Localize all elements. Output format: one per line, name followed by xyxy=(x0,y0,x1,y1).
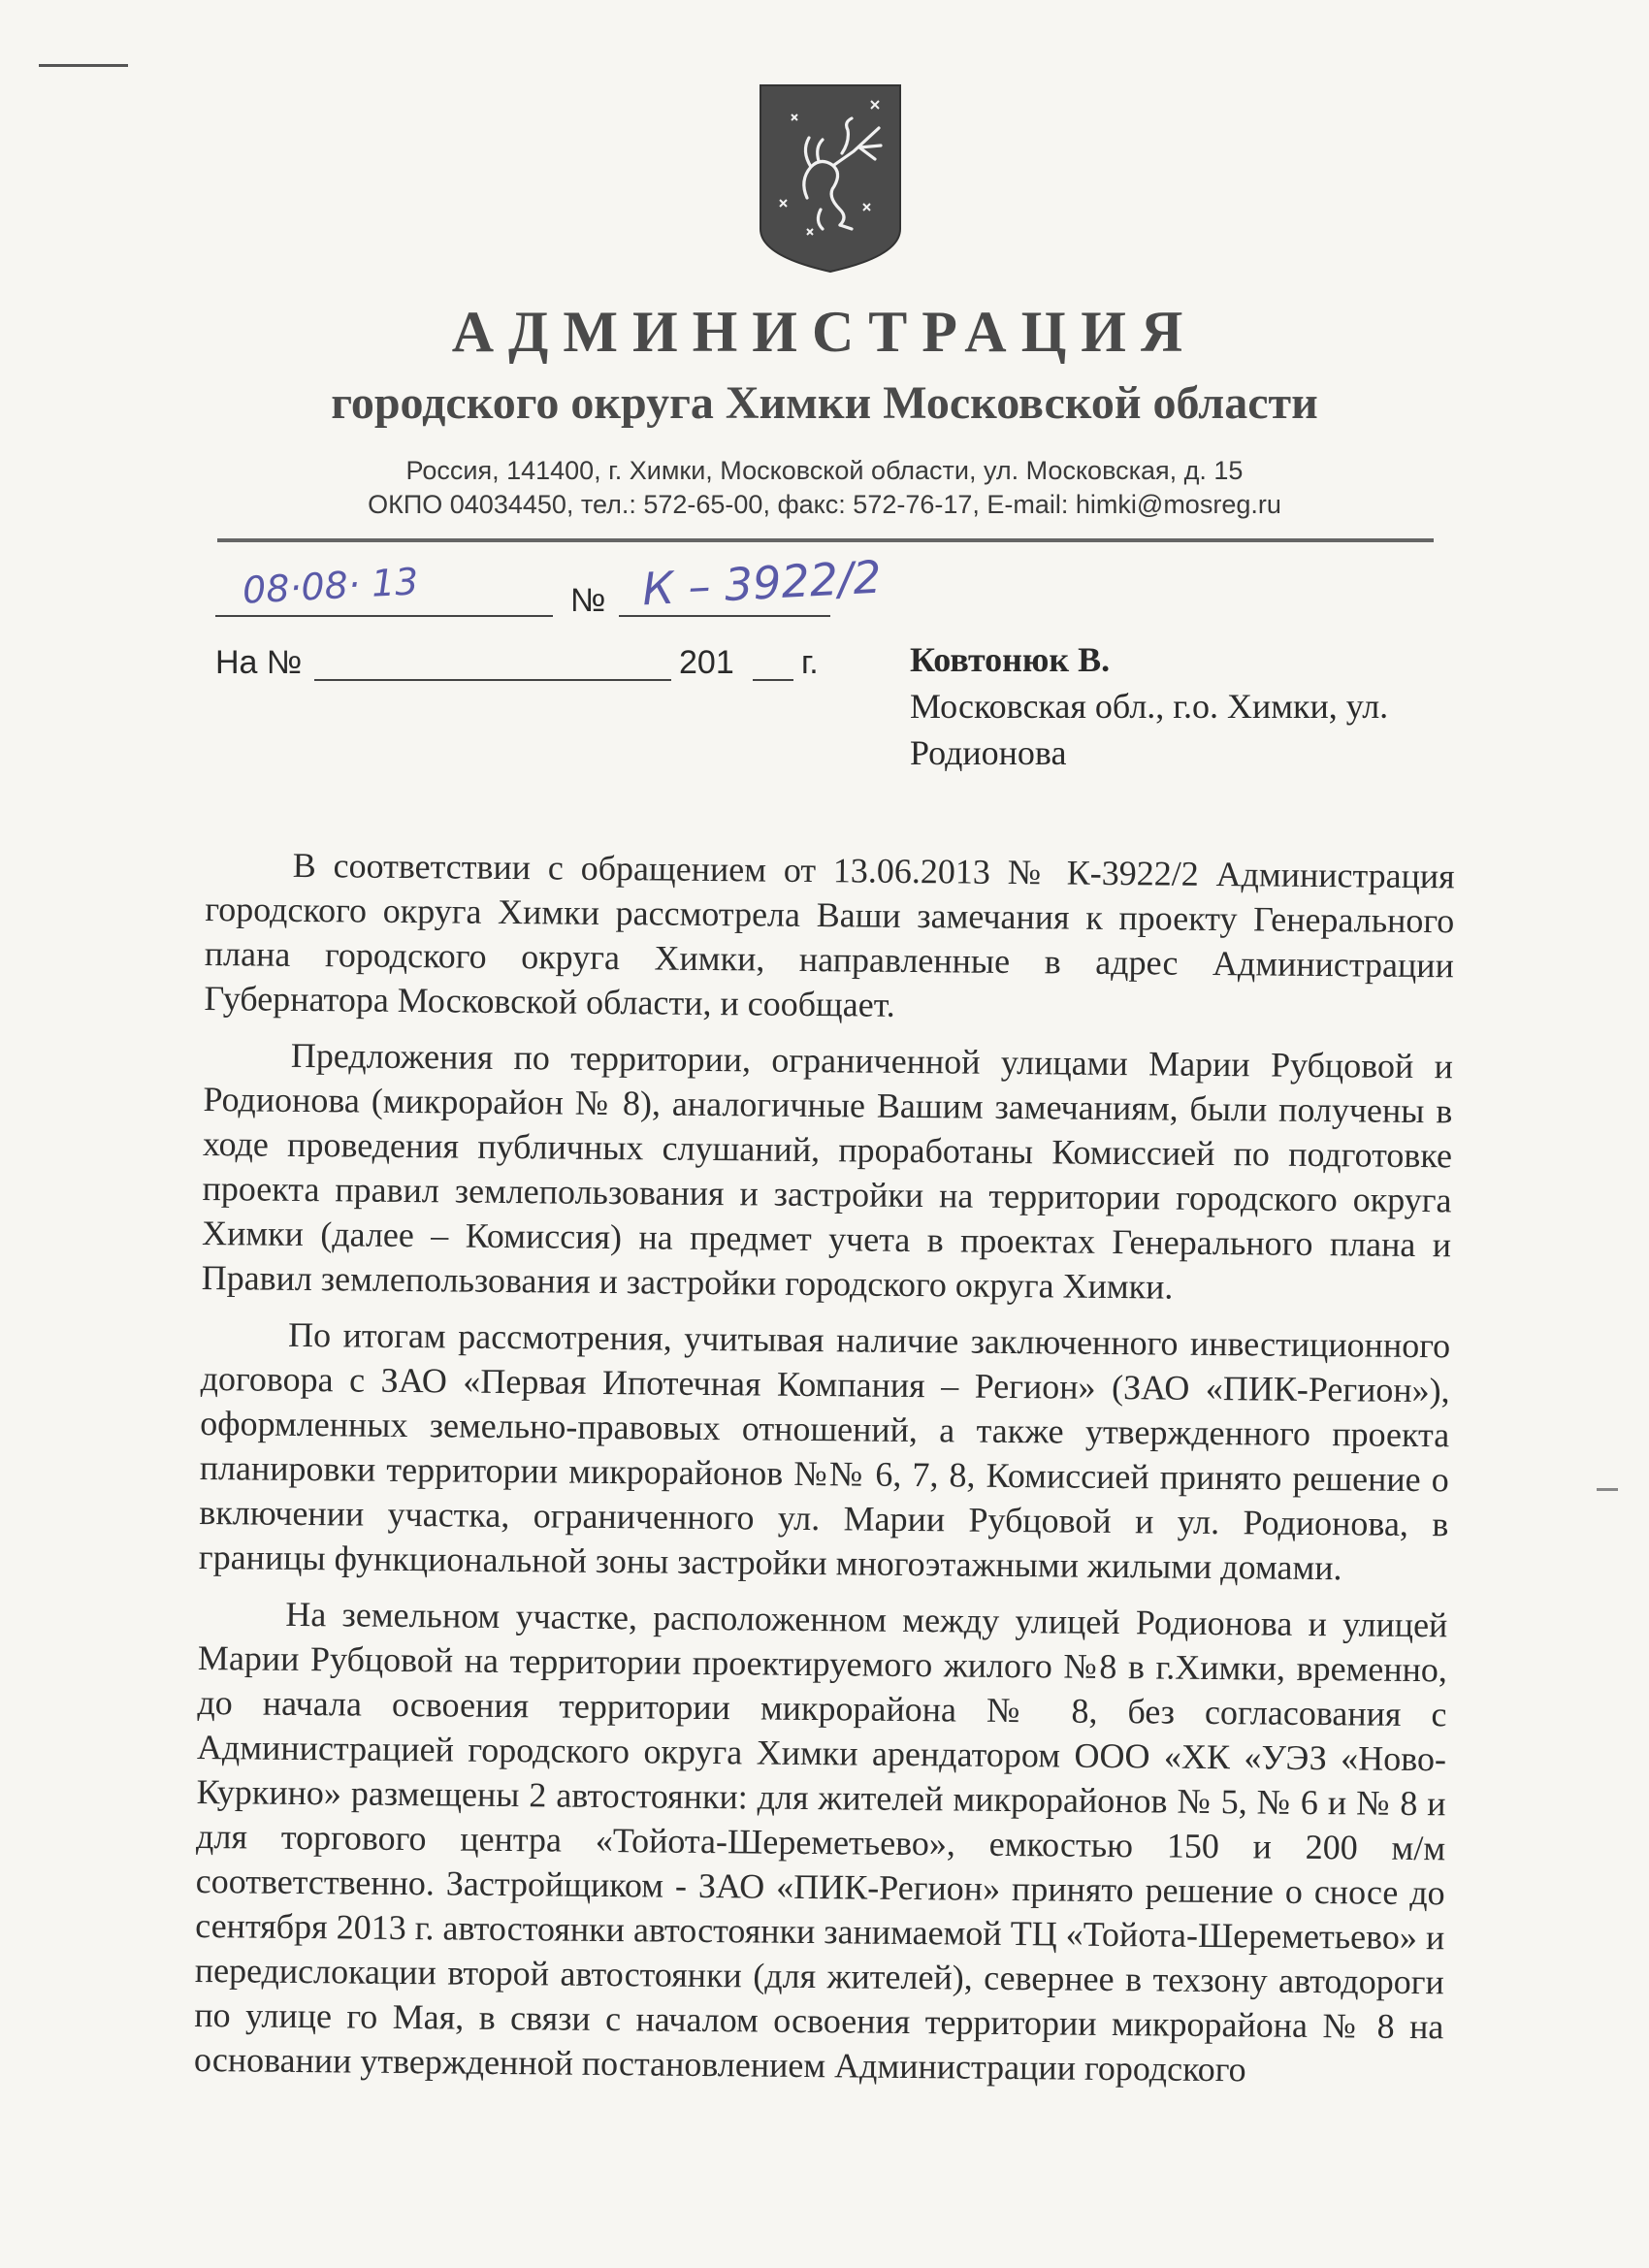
letter-body xyxy=(194,842,1455,2105)
handwritten-number: К – 3922/2 xyxy=(640,550,883,616)
year-label: 201 xyxy=(679,644,734,681)
reply-number-underline xyxy=(314,679,671,681)
addressee-name: Ковтонюк В. xyxy=(910,640,1111,679)
organization-address: Россия, 141400, г. Химки, Московской области, ул. Московская, д. 15 xyxy=(405,456,1244,485)
paragraph: По итогам рассмотрения, учитывая наличие заключенного инвестиционного договора с ЗАО «Первая Ипотечная Компания – Регион» (ЗАО «ПИК-Регион»), оформленных земельно-правовых отношений, а также утвержденного проекта планировки территории микрорайонов №№ 6, 7, 8, Комиссией принято решение о включении участка, ограниченного ул. Марии Рубцовой и ул. Родионова, в границы функциональной зоны застройки многоэтажными жилыми домами. xyxy=(198,1314,1451,1588)
year-suffix: г. xyxy=(801,644,819,681)
organization-subtitle: городского округа Химки Московской области xyxy=(331,377,1318,429)
year-underline xyxy=(753,679,793,681)
header-divider xyxy=(217,538,1434,542)
number-underline xyxy=(619,615,830,617)
addressee-address-line1: Московская обл., г.о. Химки, ул. xyxy=(910,687,1389,726)
organization-contacts: ОКПО 04034450, тел.: 572-65-00, факс: 572-76-17, E-mail: himki@mosreg.ru xyxy=(368,490,1281,519)
corner-mark xyxy=(39,64,128,67)
paragraph: На земельном участке, расположенном между улицей Родионова и улицей Марии Рубцовой на территории проектируемого жилого №8 в г.Химки, временно, до начала освоения территории микрорайона № 8, без согласования с Администрацией городского округа Химки арендатором ООО «ХК «УЭЗ «Ново-Куркино» размещены 2 автостоянки: для жителей микрорайонов № 5, № 6 и № 8 и для торгового центра «Тойота-Шереметьево», емкостью 150 и 200 м/м соответственно. Застройщиком - ЗАО «ПИК-Регион» принято решение о сносе до сентября 2013 г. автостоянки автостоянки занимаемой ТЦ «Тойота-Шереметьево» и передислокации второй автостоянки (для жителей), севернее в техзону автодороги по улице го Мая, в связи с началом освоения территории микрорайона № 8 на основании утвержденной постановлением Администрации городского xyxy=(193,1594,1448,2090)
margin-dash xyxy=(1597,1488,1618,1491)
date-underline xyxy=(215,615,553,617)
organization-title: АДМИНИСТРАЦИЯ xyxy=(451,300,1198,364)
number-label: № xyxy=(570,582,606,619)
addressee-block xyxy=(910,636,1511,776)
reply-number-label: На № xyxy=(215,644,303,681)
paragraph: В соответствии с обращением от 13.06.2013 № К-3922/2 Администрация городского округа Химки рассмотрела Ваши замечания к проекту Генерального плана городского округа Химки, направленные в адрес Администрации Губернатора Московской области, и сообщает. xyxy=(204,845,1455,1024)
handwritten-date: 08·08· 13 xyxy=(241,560,420,612)
addressee-address-line2: Родионова xyxy=(910,733,1067,772)
coat-of-arms-icon xyxy=(759,83,902,274)
paragraph: Предложения по территории, ограниченной улицами Марии Рубцовой и Родионова (микрорайон № 8), аналогичные Вашим замечаниям, были получены в ходе проведения публичных слушаний, проработаны Комиссией по подготовке проекта правил землепользования и застройки на территории городского округа Химки (далее – Комиссия) на предмет учета в проектах Генерального плана и Правил землепользования и застройки городского округа Химки. xyxy=(201,1035,1454,1307)
